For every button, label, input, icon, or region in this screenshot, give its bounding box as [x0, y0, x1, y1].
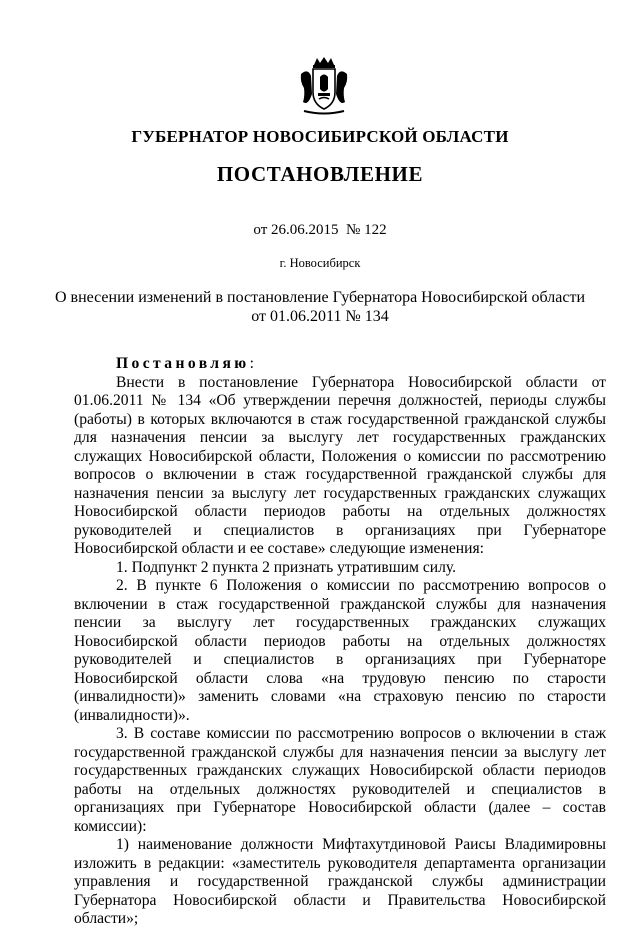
body-paragraph-item-3: 3. В составе комиссии по рассмотрению вопросов о включении в стаж государственной гражданской службы для назначения пенсии за выслугу лет государственных гражданских служащих Новосибирской области периодов работы на отдельных должностях руководителей и специалистов в организациях при Губернаторе Новосибирской области (далее – состав комиссии):: [74, 725, 606, 835]
document-city: г. Новосибирск: [279, 256, 361, 270]
body-paragraph-item-2: 2. В пункте 6 Положения о комиссии по рассмотрению вопросов о включении в стаж государственной гражданской службы для назначения пенсии за выслугу лет государственных гражданских служащих Новосибирской области периодов работы на отдельных должностях руководителей и специалистов в организациях при Губернаторе Новосибирской области слова «на трудовую пенсию по старости (инвалидности)» заменить словами «на страховую пенсию по старости (инвалидности)».: [74, 577, 606, 724]
subject-line-1: О внесении изменений в постановление Губернатора Новосибирской области: [54, 289, 586, 306]
subject-line-2: от 01.06.2011 № 134: [251, 308, 389, 325]
resolve-line: [74, 355, 606, 374]
coat-of-arms-icon: [298, 56, 350, 116]
body-paragraph-subitem-1: 1) наименование должности Мифтахутдиновой Раисы Владимировны изложить в редакции: «заместитель руководителя департамента организации управления и государственной гражданской службы администрации Губернатора Новосибирской области и Правительства Новосибирской области»;: [74, 836, 606, 927]
issuer-title: ГУБЕРНАТОР НОВОСИБИРСКОЙ ОБЛАСТИ: [131, 127, 509, 146]
document-type-title: ПОСТАНОВЛЕНИЕ: [216, 162, 424, 186]
resolve-colon: :: [249, 355, 254, 372]
body-paragraph-intro: Внести в постановление Губернатора Новосибирской области от 01.06.2011 № 134 «Об утверждении перечня должностей, периоды службы (работы) в которых включаются в стаж государственной гражданской службы для назначения пенсии за выслугу лет государственных гражданских служащих Новосибирской области, Положения о комиссии по рассмотрению вопросов о включении в стаж государственной гражданской службы для назначения пенсии за выслугу лет государственных гражданских служащих Новосибирской области периодов работы на отдельных должностях руководителей и специалистов в организациях при Губернаторе Новосибирской области и ее составе» следующие изменения:: [74, 373, 606, 557]
document-body: [74, 355, 606, 929]
body-paragraph-item-1: 1. Подпункт 2 пункта 2 признать утратившим силу.: [116, 558, 457, 576]
document-date-number: от 26.06.2015 № 122: [253, 222, 387, 238]
document-subject: [0, 288, 640, 326]
resolve-word: Постановляю: [116, 355, 250, 372]
